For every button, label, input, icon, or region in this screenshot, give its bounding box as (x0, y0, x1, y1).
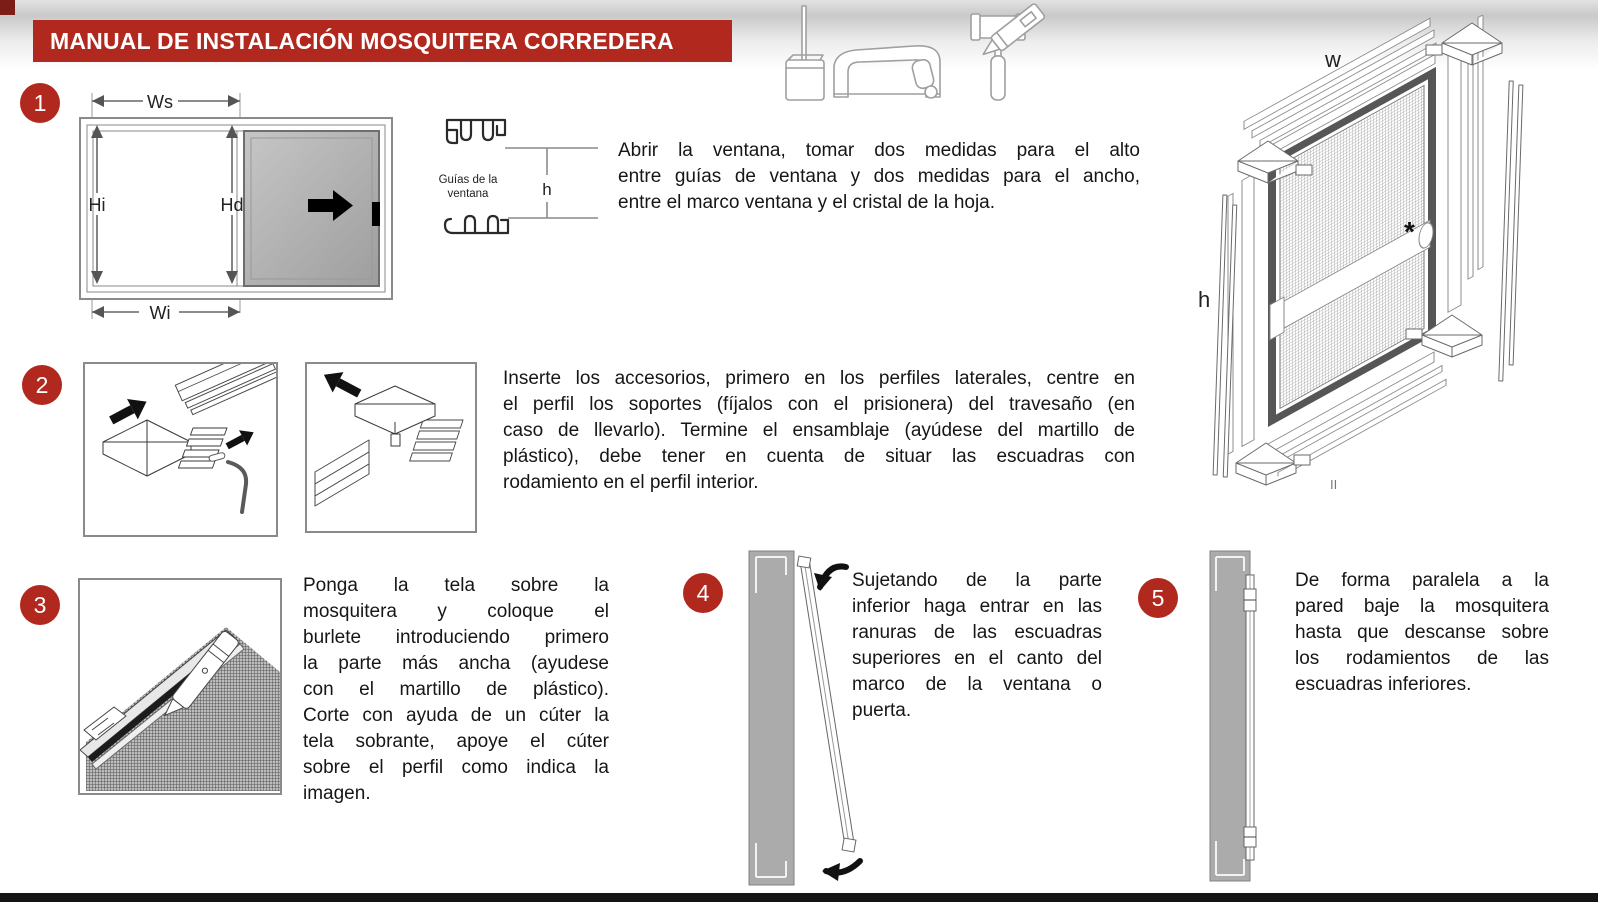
step5-line: los rodamientos de las (1295, 648, 1549, 669)
step2-text (503, 366, 1135, 496)
step3-line: burlete introduciendo primero (303, 627, 609, 648)
dim-hd-label: Hd (220, 195, 244, 215)
step4-line: puerta. (852, 700, 912, 721)
corner-wedge-piece (103, 420, 227, 476)
sliding-pane (244, 131, 380, 286)
window-guides-diagram (420, 103, 605, 258)
step1-line: entre el marco ventana y el cristal de la hoja. (618, 192, 996, 213)
hacksaw-icon (834, 46, 940, 98)
step5-number: 5 (1151, 584, 1165, 611)
step2-line: el perfil los soportes (fíjalos con el prisionera) del travesaño (en (503, 394, 1135, 415)
corner-assembly-exploded (85, 364, 276, 535)
step2-line: caso de llevarlo). Termine el ensamblaje (ayúdese del martillo de (503, 420, 1135, 441)
step3-line: Corte con ayuda de un cúter la (303, 705, 609, 726)
step3-line: Ponga la tela sobre la (303, 575, 609, 596)
step3-line: tela sobrante, apoye el cúter (303, 731, 609, 752)
step4-line: marco de la ventana o (852, 674, 1102, 695)
dim-ws-label: Ws (147, 92, 173, 112)
step5-text (1295, 568, 1549, 698)
stacked-profiles (315, 440, 369, 506)
assembled-arrow (319, 365, 365, 404)
exploded-rails-and-frame (1228, 15, 1483, 497)
step3-line: la parte más ancha (ayudese (303, 653, 609, 674)
wall-strip (749, 551, 794, 885)
step3-text (303, 573, 609, 807)
tilted-screen (797, 556, 856, 852)
step3-line: sobre el perfil como indica la (303, 757, 609, 778)
step2-badge (22, 365, 62, 405)
step2-line: plástico), debe tener en cuenta de situar las escuadras con (503, 446, 1135, 467)
screen-flat-against-wall (1244, 575, 1256, 860)
step3-badge (20, 585, 60, 625)
page-title-text: MANUAL DE INSTALACIÓN MOSQUITERA CORREDERA (50, 27, 674, 54)
dim-wi-label: Wi (149, 303, 171, 323)
step4-text (852, 568, 1102, 724)
bottom-black-bar (0, 893, 1598, 902)
corner-red-square (0, 0, 15, 15)
plumb-line-icon (786, 6, 824, 100)
step2-line: Inserte los accesorios, primero en los perfiles laterales, centre en (503, 368, 1135, 389)
step3-line: con el martillo de plástico). (303, 679, 609, 700)
window-measure-diagram (75, 85, 405, 325)
step5-line: De forma paralela a la (1295, 570, 1549, 591)
step2-line: rodamiento en el perfil interior. (503, 472, 759, 493)
step4-line: inferior haga entrar en las (852, 596, 1102, 617)
page-title (33, 20, 732, 62)
step2-number: 2 (35, 371, 49, 398)
step3-line: mosquitera y coloque el (303, 601, 609, 622)
mesh-cutting-illustration (80, 580, 280, 793)
step4-line: Sujetando de la parte (852, 570, 1102, 591)
corner-assembled (307, 364, 475, 531)
exploded-star-label: * (1404, 216, 1415, 247)
profile-bar (175, 364, 276, 416)
tools-illustration (768, 2, 1053, 108)
step4-line: superiores en el canto del (852, 648, 1102, 669)
step5-line: pared baje la mosquitera (1295, 596, 1549, 617)
step1-text (618, 138, 1140, 216)
lower-screen-illustration (1204, 545, 1264, 885)
dim-hi-label: Hi (88, 195, 106, 215)
exploded-height-label: h (1198, 287, 1211, 312)
step1-line: entre guías de ventana y dos medidas para el ancho, (618, 166, 1140, 187)
step5-badge (1138, 578, 1178, 618)
step1-number: 1 (33, 89, 47, 116)
exploded-base-mark: II (1330, 477, 1338, 492)
guide-caption-line1: Guías de la (438, 174, 498, 186)
rotate-arrow-top (814, 566, 846, 591)
step3-line: imagen. (303, 783, 371, 804)
step1-badge (20, 83, 60, 123)
exploded-screen-diagram (1170, 15, 1590, 497)
step5-line: hasta que descanse sobre (1295, 622, 1549, 643)
allen-key (208, 452, 246, 512)
guide-caption-line2: ventana (447, 188, 489, 200)
step5-line: escuadras inferiores. (1295, 674, 1472, 695)
guide-height-label: h (542, 180, 552, 199)
step3-number: 3 (33, 591, 47, 618)
exploded-width-label: w (1325, 47, 1341, 72)
assembly-arrow-right (223, 425, 258, 454)
step4-line: ranuras de las escuadras (852, 622, 1102, 643)
step4-number: 4 (696, 579, 710, 606)
ribbed-block (410, 420, 463, 461)
step4-badge (683, 573, 723, 613)
rotate-arrow-bottom (822, 861, 860, 881)
step1-line: Abrir la ventana, tomar dos medidas para el alto (618, 140, 1140, 161)
